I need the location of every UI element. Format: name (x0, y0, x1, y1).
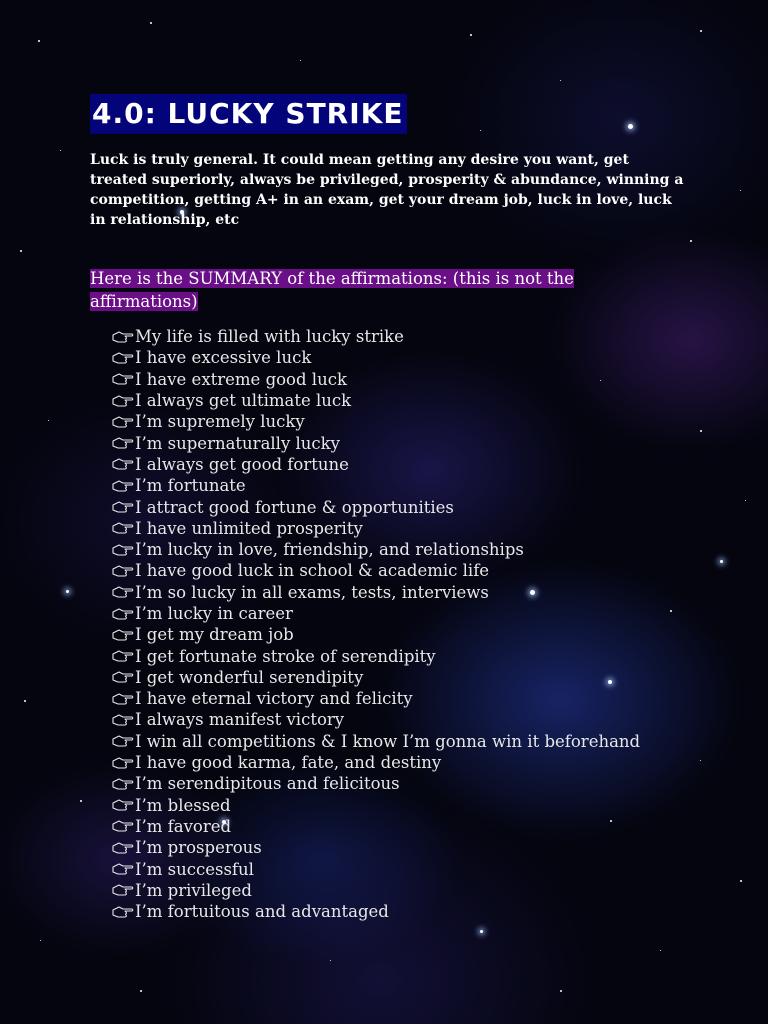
affirmation-item (112, 667, 640, 688)
hand-pointing-icon (112, 373, 134, 385)
hand-pointing-icon (112, 714, 134, 726)
hand-pointing-icon (112, 671, 134, 683)
affirmation-text: I get wonderful serendipity (135, 667, 364, 687)
affirmation-item (112, 539, 640, 560)
affirmation-item (112, 795, 640, 816)
summary-highlight: Here is the SUMMARY of the affirmations: (this is not the affirmations) (90, 269, 574, 311)
affirmation-text: I’m lucky in love, friendship, and relationships (135, 540, 524, 560)
hand-pointing-icon (112, 757, 134, 769)
hand-pointing-icon (112, 331, 134, 343)
hand-pointing-icon (112, 608, 134, 620)
affirmation-text: I have good luck in school & academic life (135, 561, 490, 581)
hand-pointing-icon (112, 778, 134, 790)
affirmation-item (112, 709, 640, 730)
affirmation-text: I attract good fortune & opportunities (135, 497, 454, 517)
summary-heading (90, 267, 610, 313)
affirmation-text: I’m fortunate (135, 476, 246, 496)
affirmation-item (112, 773, 640, 794)
affirmation-text: I’m favored (135, 816, 232, 836)
affirmation-text: I’m blessed (135, 795, 231, 815)
affirmation-text: I always manifest victory (135, 710, 345, 730)
affirmation-item (112, 880, 640, 901)
affirmation-text: I have good karma, fate, and destiny (135, 753, 442, 773)
hand-pointing-icon (112, 842, 134, 854)
affirmation-text: I have unlimited prosperity (135, 518, 363, 538)
hand-pointing-icon (112, 416, 134, 428)
hand-pointing-icon (112, 565, 134, 577)
affirmation-item (112, 624, 640, 645)
affirmation-item (112, 432, 640, 453)
hand-pointing-icon (112, 629, 134, 641)
affirmation-text: I’m supremely lucky (135, 412, 305, 432)
affirmation-text: I always get ultimate luck (135, 391, 352, 411)
section-title: 4.0: LUCKY STRIKE (90, 94, 407, 134)
affirmation-item (112, 901, 640, 922)
hand-pointing-icon (112, 650, 134, 662)
affirmation-item (112, 475, 640, 496)
affirmation-item (112, 816, 640, 837)
hand-pointing-icon (112, 586, 134, 598)
intro-paragraph: Luck is truly general. It could mean getting any desire you want, get treated superiorly, always be privileged, prosperity & abundance, winning a competition, getting A+ in an exam, get your dream job, luck in love, luck in relationship, etc (90, 152, 684, 228)
affirmation-item (112, 560, 640, 581)
affirmation-text: I’m successful (135, 859, 254, 879)
affirmation-text: I win all competitions & I know I’m gonna win it beforehand (135, 731, 641, 751)
affirmation-text: I’m serendipitous and felicitous (135, 774, 400, 794)
hand-pointing-icon (112, 480, 134, 492)
hand-pointing-icon (112, 820, 134, 832)
hand-pointing-icon (112, 799, 134, 811)
hand-pointing-icon (112, 395, 134, 407)
affirmation-text: I’m lucky in career (135, 604, 293, 623)
affirmation-text: I’m fortuitous and advantaged (135, 902, 389, 922)
affirmation-item (112, 603, 640, 624)
hand-pointing-icon (112, 522, 134, 534)
affirmation-item (112, 582, 640, 603)
affirmation-text: I have excessive luck (135, 348, 312, 368)
affirmation-item (112, 645, 640, 666)
hand-pointing-icon (112, 906, 134, 918)
affirmation-text: I’m privileged (135, 880, 252, 900)
hand-pointing-icon (112, 863, 134, 875)
affirmation-item (112, 411, 640, 432)
affirmation-item (112, 326, 640, 347)
affirmation-text: I’m supernaturally lucky (135, 433, 340, 453)
affirmation-text: I get my dream job (135, 625, 294, 645)
affirmation-item (112, 454, 640, 475)
hand-pointing-icon (112, 884, 134, 896)
affirmation-text: I get fortunate stroke of serendipity (135, 646, 436, 666)
affirmation-item (112, 347, 640, 368)
affirmation-item (112, 688, 640, 709)
affirmation-list (112, 326, 640, 922)
affirmation-text: I always get good fortune (135, 454, 349, 474)
affirmation-item (112, 496, 640, 517)
hand-pointing-icon (112, 458, 134, 470)
hand-pointing-icon (112, 544, 134, 556)
affirmation-text: I’m so lucky in all exams, tests, interviews (135, 582, 489, 602)
affirmation-item (112, 731, 640, 752)
hand-pointing-icon (112, 501, 134, 513)
hand-pointing-icon (112, 437, 134, 449)
affirmation-item (112, 518, 640, 539)
hand-pointing-icon (112, 735, 134, 747)
affirmation-item (112, 390, 640, 411)
affirmation-item (112, 752, 640, 773)
hand-pointing-icon (112, 693, 134, 705)
affirmation-item (112, 837, 640, 858)
affirmation-text: My life is filled with lucky strike (135, 327, 404, 347)
hand-pointing-icon (112, 352, 134, 364)
affirmation-text: I have extreme good luck (135, 369, 347, 389)
affirmation-text: I have eternal victory and felicity (135, 689, 413, 709)
affirmation-text: I’m prosperous (135, 838, 262, 858)
affirmation-item (112, 369, 640, 390)
affirmation-item (112, 858, 640, 879)
